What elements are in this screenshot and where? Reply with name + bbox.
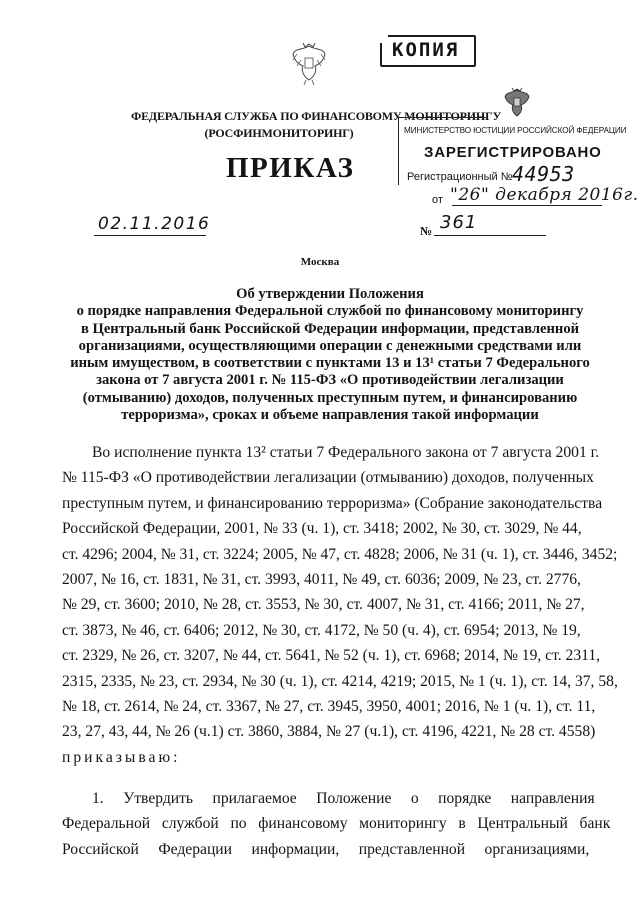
subject-line: терроризма», сроках и объеме направления такой информации: [121, 407, 539, 424]
subject-line: (отмыванию) доходов, полученных преступным путем, и финансированию: [82, 389, 578, 406]
registration-date: "26" декабря 2016г.: [450, 185, 639, 205]
preamble-paragraph: [62, 440, 618, 770]
order-item-1: [62, 786, 611, 862]
order-subject: [40, 286, 620, 424]
subject-line: о порядке направления Федеральной службой по финансовому мониторингу: [76, 303, 584, 320]
item-line: Российской Федерации информации, представленной организациями,: [62, 840, 590, 858]
registration-ministry: МИНИСТЕРСТВО ЮСТИЦИИ РОССИЙСКОЙ ФЕДЕРАЦИИ: [404, 126, 627, 135]
subject-line: иным имуществом, в соответствии с пунктами 13 и 13¹ статьи 7 Федерального: [70, 355, 590, 372]
registration-status: ЗАРЕГИСТРИРОВАНО: [424, 144, 602, 161]
paragraph-line: № 18, ст. 2614, № 24, ст. 3367, № 27, ст. 3945, 3950, 4001; 2016, № 1 (ч. 1), ст. 11,: [62, 698, 596, 716]
registration-date-label: от: [432, 194, 443, 206]
order-date-underline: [94, 235, 206, 236]
agency-name: ФЕДЕРАЛЬНАЯ СЛУЖБА ПО ФИНАНСОВОМУ МОНИТОРИНГУ: [131, 109, 502, 123]
paragraph-line: ст. 3873, № 46, ст. 6406; 2012, № 30, ст. 4172, № 50 (ч. 4), ст. 6954; 2013, № 19,: [62, 621, 581, 639]
registration-date-underline: [452, 205, 602, 206]
order-number: 361: [440, 212, 478, 233]
copy-stamp-label: КОПИЯ: [392, 39, 460, 61]
city: Москва: [300, 256, 340, 268]
order-command: приказываю:: [62, 748, 181, 766]
order-date: 02.11.2016: [98, 214, 211, 234]
ministry-emblem-icon: [502, 86, 532, 120]
item-line: 1. Утвердить прилагаемое Положение о порядке направления: [92, 790, 595, 807]
registration-number: 44953: [512, 162, 575, 186]
paragraph-line: 2315, 2335, № 23, ст. 2934, № 30 (ч. 1), ст. 4214, 4219; 2015, № 1 (ч. 1), ст. 14, 37, 58,: [62, 672, 618, 690]
item-line: Федеральной службой по финансовому мониторингу в Центральный банк: [62, 815, 611, 833]
subject-line: Об утверждении Положения: [236, 286, 424, 302]
copy-stamp: [380, 35, 476, 67]
order-number-label: №: [420, 224, 433, 238]
subject-line: закона от 7 августа 2001 г. № 115-ФЗ «О противодействии легализации: [96, 372, 564, 389]
coat-of-arms-icon: [289, 40, 329, 86]
paragraph-line: № 115-ФЗ «О противодействии легализации (отмыванию) доходов, полученных: [62, 469, 594, 487]
paragraph-line: № 29, ст. 3600; 2010, № 28, ст. 3553, № 30, ст. 4007, № 31, ст. 4166; 2011, № 27,: [62, 596, 585, 614]
subject-line: в Центральный банк Российской Федерации информации, представленной: [80, 320, 580, 337]
paragraph-line: преступным путем, и финансированию терроризма» (Собрание законодательства: [62, 494, 603, 512]
agency-header: [131, 108, 502, 142]
paragraph-line: 2007, № 16, ст. 1831, № 31, ст. 3993, 4011, № 49, ст. 6036; 2009, № 23, ст. 2776,: [62, 571, 581, 589]
order-number-underline: [434, 235, 546, 236]
subject-line: организациями, осуществляющими операции с денежными средствами или: [78, 337, 582, 354]
paragraph-line: Во исполнение пункта 13² статьи 7 Федерального закона от 7 августа 2001 г.: [92, 444, 600, 461]
agency-abbreviation: (РОСФИНМОНИТОРИНГ): [204, 126, 354, 140]
document-title: ПРИКАЗ: [226, 152, 355, 184]
paragraph-line: ст. 4296; 2004, № 31, ст. 3224; 2005, № 47, ст. 4828; 2006, № 31 (ч. 1), ст. 3446, 3452;: [62, 545, 618, 563]
registration-number-label: Регистрационный №: [407, 171, 513, 183]
paragraph-line: ст. 2329, № 26, ст. 3207, № 44, ст. 5641, № 52 (ч. 1), ст. 6968; 2014, № 19, ст. 2311,: [62, 647, 601, 665]
paragraph-line: 23, 27, 43, 44, № 26 (ч.1) ст. 3860, 3884, № 27 (ч.1), ст. 4196, 4221, № 28 ст. 4558): [62, 723, 596, 741]
paragraph-line: Российской Федерации, 2001, № 33 (ч. 1), ст. 3418; 2002, № 30, ст. 3029, № 44,: [62, 520, 582, 538]
